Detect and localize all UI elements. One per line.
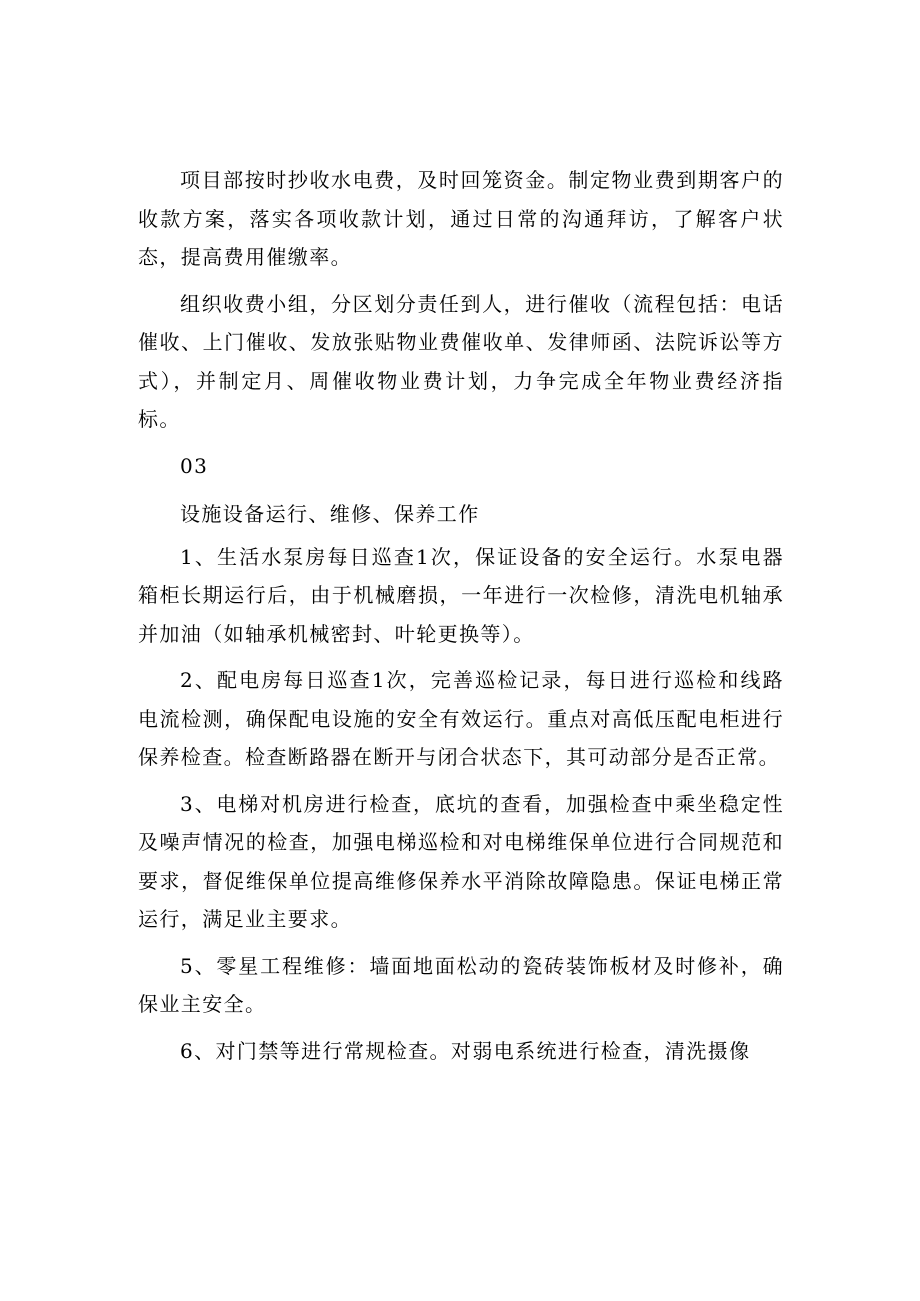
paragraph-power-room: 2、配电房每日巡查1次，完善巡检记录，每日进行巡检和线路电流检测，确保配电设施的安全有效运行。重点对高低压配电柜进行保养检查。检查断路器在断开与闭合状态下，其可动部分是否正常。: [138, 668, 784, 769]
document-body: [138, 161, 784, 1070]
paragraph-collection-team: 组织收费小组，分区划分责任到人，进行催收（流程包括：电话催收、上门催收、发放张贴物业费催收单、发律师函、法院诉讼等方式），并制定月、周催收物业费计划，力争完成全年物业费经济指标。: [138, 291, 784, 431]
paragraph-water-pump: 1、生活水泵房每日巡查1次，保证设备的安全运行。水泵电器箱柜长期运行后，由于机械磨损，一年进行一次检修，清洗电机轴承并加油（如轴承机械密封、叶轮更换等）。: [138, 544, 784, 646]
paragraph-access-control: 6、对门禁等进行常规检查。对弱电系统进行检查，清洗摄像: [180, 1038, 751, 1063]
section-title: 设施设备运行、维修、保养工作: [180, 502, 480, 526]
paragraph-minor-repairs: 5、零星工程维修：墙面地面松动的瓷砖装饰板材及时修补，确保业主安全。: [138, 953, 784, 1016]
section-number: 03: [180, 453, 209, 478]
paragraph-elevator: 3、电梯对机房进行检查，底坑的查看，加强检查中乘坐稳定性及噪声情况的检查，加强电梯巡检和对电梯维保单位进行合同规范和要求，督促维保单位提高维修保养水平消除故障隐患。保证电梯正常运行，满足业主要求。: [138, 791, 784, 931]
paragraph-fee-collection: 项目部按时抄收水电费，及时回笼资金。制定物业费到期客户的收款方案，落实各项收款计划，通过日常的沟通拜访，了解客户状态，提高费用催缴率。: [138, 168, 784, 269]
